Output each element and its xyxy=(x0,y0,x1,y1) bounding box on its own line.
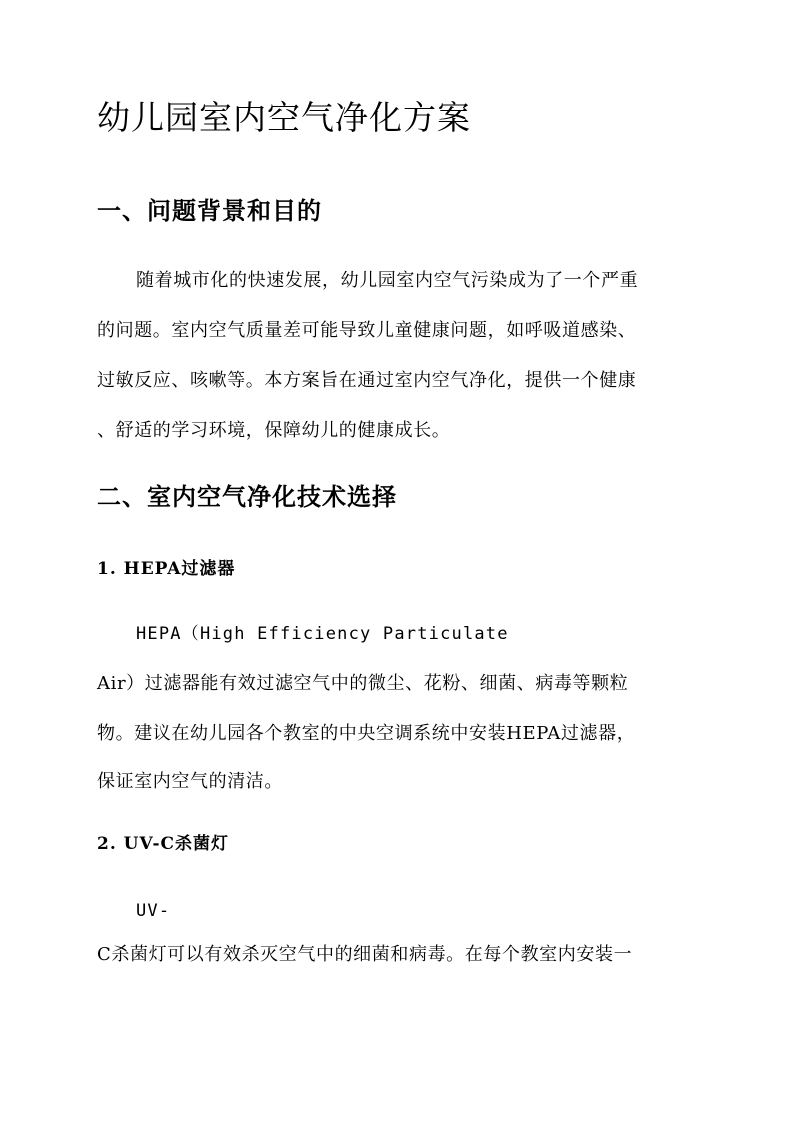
paragraph-line: 的问题。室内空气质量差可能导致儿童健康问题，如呼吸道感染、 xyxy=(97,320,637,341)
paragraph-line: 、舒适的学习环境，保障幼儿的健康成长。 xyxy=(97,420,451,441)
paragraph-line: 随着城市化的快速发展，幼儿园室内空气污染成为了一个严重 xyxy=(136,270,639,291)
paragraph-line: C杀菌灯可以有效杀灭空气中的细菌和病毒。在每个教室内安装一 xyxy=(97,944,633,965)
document-title: 幼儿园室内空气净化方案 xyxy=(97,98,471,137)
section-heading-technology: 二、室内空气净化技术选择 xyxy=(97,482,397,511)
paragraph-line: 保证室内空气的清洁。 xyxy=(97,771,283,792)
section-heading-background: 一、问题背景和目的 xyxy=(97,196,322,225)
subsection-heading-uvc: 2. UV-C杀菌灯 xyxy=(97,834,230,854)
subsection-heading-hepa: 1. HEPA过滤器 xyxy=(97,559,236,579)
paragraph-line: Air）过滤器能有效过滤空气中的微尘、花粉、细菌、病毒等颗粒 xyxy=(97,673,629,694)
paragraph-line: 物。建议在幼儿园各个教室的中央空调系统中安装HEPA过滤器， xyxy=(97,723,636,744)
paragraph-line: HEPA（High Efficiency Particulate xyxy=(136,624,509,644)
paragraph-line: 过敏反应、咳嗽等。本方案旨在通过室内空气净化，提供一个健康 xyxy=(97,370,637,391)
paragraph-line: UV- xyxy=(136,901,171,921)
